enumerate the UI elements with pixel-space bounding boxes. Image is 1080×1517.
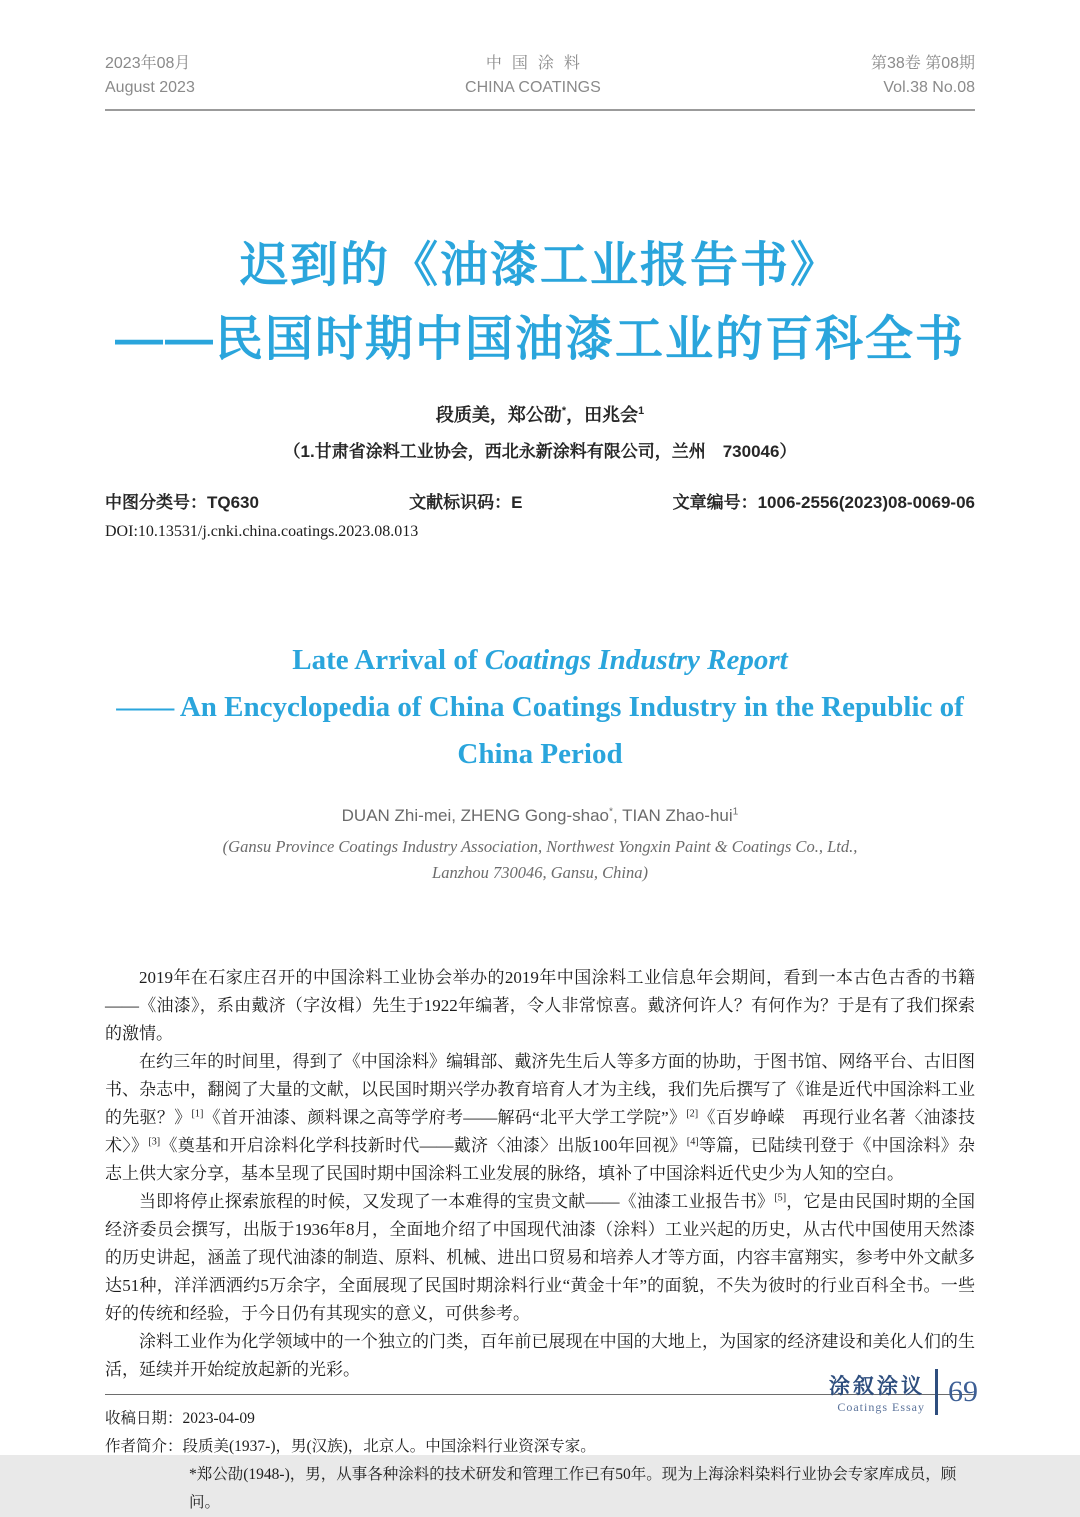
affiliation-en-line1: (Gansu Province Coatings Industry Association, Northwest Yongxin Paint & Coatings Co., Ltd., bbox=[222, 837, 858, 856]
body-paragraph: 2019年在石家庄召开的中国涂料工业协会举办的2019年中国涂料工业信息年会期间，看到一本古色古香的书籍——《油漆》，系由戴济（字汝楫）先生于1922年编著，令人非常惊喜。戴济何许人？有何作为？于是有了我们探索的激情。 bbox=[105, 968, 975, 1043]
header-issue-date bbox=[105, 52, 195, 100]
column-name bbox=[829, 1370, 935, 1415]
volume-info-en: Vol.38 No.08 bbox=[883, 79, 975, 96]
issue-date-zh: 2023年08月 bbox=[105, 55, 191, 72]
article-title-zh-line2: ——民国时期中国油漆工业的百科全书 bbox=[114, 313, 965, 366]
footnote-author-bio-1: 作者简介：段质美(1937-)，男(汉族)，北京人。中国涂料行业资深专家。 bbox=[105, 1438, 596, 1455]
article-title-zh bbox=[105, 229, 975, 377]
footnote-author-bio-2: *郑公劭(1948-)，男，从事各种涂料的技术研发和管理工作已有50年。现为上海涂料染料行业协会专家库成员，顾问。 bbox=[189, 1466, 957, 1511]
affiliation-en bbox=[105, 834, 975, 886]
footnote-received-date: 收稿日期：2023-04-09 bbox=[105, 1410, 255, 1427]
article-title-en-line1 bbox=[105, 637, 975, 684]
affiliation-en-line2: Lanzhou 730046, Gansu, China) bbox=[432, 863, 648, 882]
footnotes bbox=[105, 1405, 975, 1517]
journal-name-en: CHINA COATINGS bbox=[465, 79, 601, 96]
column-name-en: Coatings Essay bbox=[837, 1399, 925, 1414]
column-name-zh: 涂叙涂议 bbox=[829, 1374, 925, 1398]
journal-header bbox=[105, 0, 975, 111]
doi: DOI:10.13531/j.cnki.china.coatings.2023.08.013 bbox=[105, 523, 419, 540]
title-en-italic-part: Coatings Industry Report bbox=[484, 644, 788, 676]
article-title-en bbox=[105, 637, 975, 778]
volume-info-zh: 第38卷 第08期 bbox=[870, 55, 975, 72]
body-paragraph: 在约三年的时间里，得到了《中国涂料》编辑部、戴济先生后人等多方面的协助，于图书馆、网络平台、古旧图书、杂志中，翻阅了大量的文献，以民国时期兴学办教育培育人才为主线，我们先后撰写了《谁是近代中国涂料工业的先驱？》[1]《首开油漆、颜料课之高等学府考——解码“北平大学工学院”》[2]《百岁峥嵘 再现行业名著〈油漆技术〉》[3]《奠基和开启涂料化学科技新时代——戴济〈油漆〉出版100年回视》[4]等篇，已陆续刊登于《中国涂料》杂志上供大家分享，基本呈现了民国时期中国涂料工业发展的脉络，填补了中国涂料近代史少为人知的空白。 bbox=[105, 1052, 976, 1183]
header-volume-info bbox=[871, 52, 975, 100]
article-title-en-line2: —— An Encyclopedia of China Coatings Industry in the Republic of bbox=[116, 691, 964, 723]
page-number: 69 bbox=[948, 1375, 978, 1408]
authors-zh: 段质美，郑公劭*，田兆会$^1$ bbox=[435, 405, 645, 425]
authors-en: DUAN Zhi-mei, ZHENG Gong-shao*, TIAN Zhao-hui$^1$ bbox=[341, 806, 739, 825]
body-paragraph: 涂料工业作为化学领域中的一个独立的门类，百年前已展现在中国的大地上，为国家的经济建设和美化人们的生活，延续并开始绽放起新的光彩。 bbox=[105, 1332, 975, 1379]
article-meta-row bbox=[105, 488, 975, 513]
article-id: 文章编号：1006-2556(2023)08-0069-06 bbox=[672, 493, 975, 512]
article-title-en-line3: China Period bbox=[457, 738, 623, 770]
clc-number: 中图分类号：TQ630 bbox=[105, 493, 259, 512]
page-footer bbox=[829, 1369, 978, 1415]
article-body bbox=[105, 964, 975, 1384]
document-code: 文献标识码：E bbox=[409, 493, 523, 512]
header-journal-name bbox=[465, 52, 601, 100]
issue-date-en: August 2023 bbox=[105, 79, 195, 96]
journal-name-zh: 中国涂料 bbox=[485, 55, 590, 72]
affiliation-zh: （1.甘肃省涂料工业协会，西北永新涂料有限公司，兰州 730046） bbox=[283, 442, 797, 461]
article-title-zh-line1: 迟到的《油漆工业报告书》 bbox=[239, 239, 840, 292]
body-paragraph: 当即将停止探索旅程的时候，又发现了一本难得的宝贵文献——《油漆工业报告书》[5]，它是由民国时期的全国经济委员会撰写，出版于1936年8月，全面地介绍了中国现代油漆（涂料）工业兴起的历史，从古代中国使用天然漆的历史讲起，涵盖了现代油漆的制造、原料、机械、进出口贸易和培养人才等方面，内容丰富翔实，参考中外文献多达51种，洋洋洒洒约5万余字，全面展现了民国时期涂料行业“黄金十年”的面貌，不失为彼时的行业百科全书。一些好的传统和经验，于今日仍有其现实的意义，可供参考。 bbox=[105, 1192, 976, 1323]
title-en-prefix: Late Arrival of bbox=[292, 644, 485, 676]
